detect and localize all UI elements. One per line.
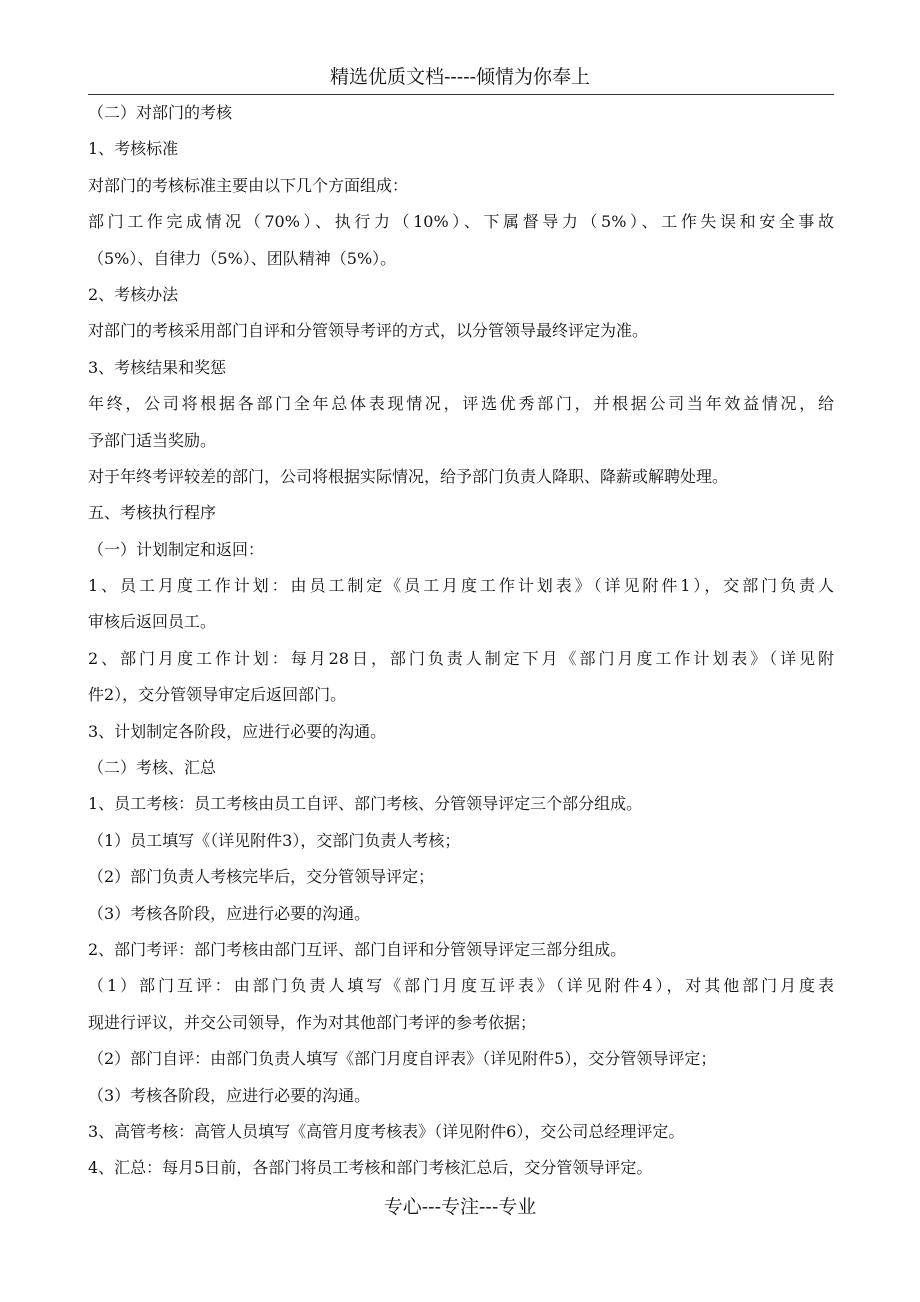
- section-heading: （二）对部门的考核: [88, 103, 233, 122]
- subsection-heading: （一）计划制定和返回：: [88, 539, 265, 559]
- paragraph-line: 2、部门月度工作计划：每月28日，部门负责人制定下月《部门月度工作计划表》（详见附: [88, 648, 834, 668]
- paragraph-line: 对于年终考评较差的部门，公司将根据实际情况，给予部门负责人降职、降薪或解聘处理。: [88, 466, 729, 486]
- subsection-heading: 2、考核办法: [88, 284, 179, 304]
- subsection-heading: 1、考核标准: [88, 139, 179, 159]
- subsection-heading: （二）考核、汇总: [88, 758, 217, 778]
- paragraph-line: 2、部门考评：部门考核由部门互评、部门自评和分管领导评定三部分组成。: [88, 939, 627, 959]
- page-footer: 专心---专注---专业: [383, 1196, 537, 1218]
- paragraph-line: 部门工作完成情况（70%）、执行力（10%）、下属督导力（5%）、工作失误和安全事故: [88, 212, 834, 232]
- paragraph-line: 审核后返回员工。: [88, 612, 217, 632]
- page-header: 精选优质文档-----倾情为你奉上: [329, 66, 591, 88]
- paragraph-line: 1、员工月度工作计划：由员工制定《员工月度工作计划表》（详见附件1），交部门负责人: [88, 576, 834, 596]
- list-item: （2）部门自评：由部门负责人填写《部门月度自评表》（详见附件5），交分管领导评定；: [88, 1049, 717, 1069]
- list-item: （3）考核各阶段，应进行必要的沟通。: [88, 1085, 371, 1105]
- document-body: [88, 95, 834, 1187]
- paragraph-line: 3、高管考核：高管人员填写《高管月度考核表》（详见附件6），交公司总经理评定。: [88, 1121, 685, 1141]
- list-item: （1）部门互评：由部门负责人填写《部门月度互评表》（详见附件4），对其他部门月度表: [88, 976, 834, 996]
- paragraph-line: 4、汇总：每月5日前，各部门将员工考核和部门考核汇总后，交分管领导评定。: [88, 1158, 653, 1178]
- list-item: （2）部门负责人考核完毕后，交分管领导评定；: [88, 867, 435, 887]
- list-item: （1）员工填写《（详见附件3），交部门负责人考核；: [88, 830, 461, 850]
- paragraph-line: 对部门的考核采用部门自评和分管领导考评的方式，以分管领导最终评定为准。: [88, 321, 649, 341]
- paragraph-line: 予部门适当奖励。: [88, 430, 217, 450]
- section-heading: 五、考核执行程序: [88, 503, 217, 523]
- paragraph-line: 3、计划制定各阶段，应进行必要的沟通。: [88, 721, 387, 741]
- paragraph-line: 对部门的考核标准主要由以下几个方面组成：: [88, 175, 409, 195]
- paragraph-line: 年终，公司将根据各部门全年总体表现情况，评选优秀部门，并根据公司当年效益情况，给: [88, 394, 834, 414]
- subsection-heading: 3、考核结果和奖惩: [88, 357, 227, 377]
- paragraph-line: 件2），交分管领导审定后返回部门。: [88, 685, 347, 705]
- list-item: （3）考核各阶段，应进行必要的沟通。: [88, 903, 371, 923]
- list-item: 现进行评议，并交公司领导，作为对其他部门考评的参考依据；: [88, 1012, 537, 1032]
- paragraph-line: 1、员工考核：员工考核由员工自评、部门考核、分管领导评定三个部分组成。: [88, 794, 643, 814]
- paragraph-line: （5%）、自律力（5%）、团队精神（5%）。: [88, 248, 397, 268]
